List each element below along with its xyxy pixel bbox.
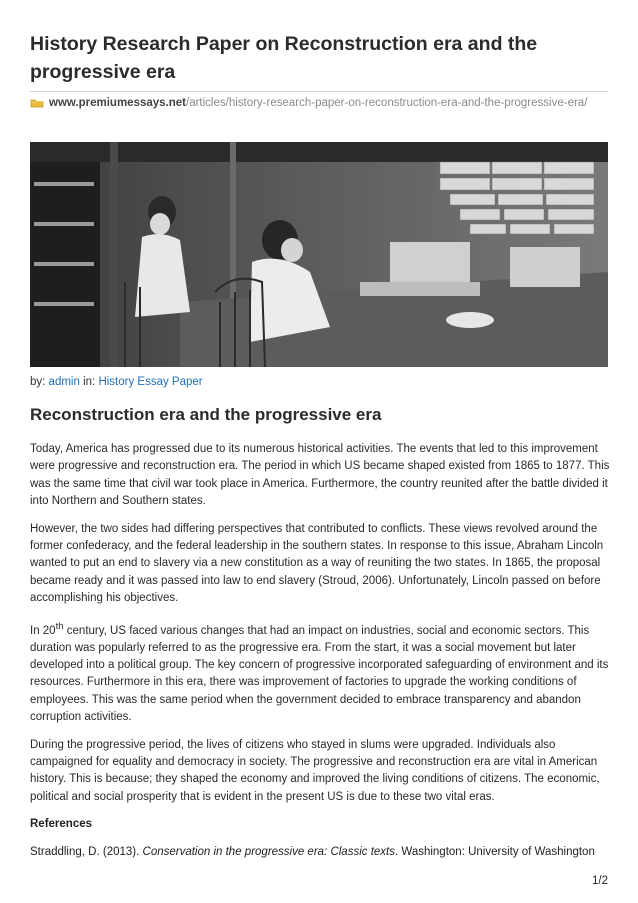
- source-domain[interactable]: www.premiumessays.net: [49, 97, 186, 109]
- section-heading: Reconstruction era and the progressive era: [30, 405, 382, 424]
- page-title: History Research Paper on Reconstruction era and the progressive era: [30, 33, 538, 83]
- source-url[interactable]: [30, 97, 587, 109]
- p3-prefix: In 20: [30, 624, 56, 637]
- ref-rest: . Washington: University of Washington: [395, 846, 595, 858]
- reference-entry: [30, 846, 595, 858]
- page-number: 1/2: [592, 875, 608, 887]
- factory-workers-photo: [30, 142, 608, 367]
- author-link[interactable]: admin: [48, 376, 80, 388]
- paragraph-3: [30, 618, 610, 727]
- in-label: in:: [83, 376, 96, 388]
- bookmark-icon: [30, 98, 44, 108]
- ref-title: Conservation in the progressive era: Classic texts: [142, 846, 395, 858]
- paragraph-1: Today, America has progressed due to its numerous historical activities. The events that led to this improvement were progressive and reconstruction era. The period in which US became shaped existed from 1865 to 1877. This was the same time that civil war took place in America. Furthermore, the country reunited after the battle divided it into Northern and Southern states.: [30, 443, 610, 507]
- ref-author: Straddling, D. (2013).: [30, 846, 143, 858]
- source-path[interactable]: /articles/history-research-paper-on-reconstruction-era-and-the-progressive-era/: [186, 97, 588, 109]
- category-link[interactable]: History Essay Paper: [98, 376, 203, 388]
- title-divider: [30, 91, 608, 92]
- p3-rest: century, US faced various changes that had an impact on industries, social and economic sectors. This duration was popularly referred to as the progressive era. From the start, it was a social movement but later developed into a political group. The key concern of progressive incorporated safeguarding of environment and its resources. Furthermore in this era, there was improvement of factories to upgrade the working conditions of employees. This was the same period when the government decided to embrace transparency and abandon corruption activities.: [30, 624, 609, 723]
- p3-superscript: th: [55, 620, 64, 632]
- byline: [30, 376, 203, 388]
- paragraph-4: During the progressive period, the lives of citizens who stayed in slums were upgraded. Individuals also campaigned for equality and democracy in society. The progressive and reconstruction era are vital in American history. This is because; they shaped the economy and improved the living conditions of citizens. The economic, political and social prosperity that is evident in the present US is due to these two vital eras.: [30, 738, 600, 803]
- article-body: [30, 441, 610, 816]
- references-heading: References: [30, 818, 93, 830]
- paragraph-2: However, the two sides had differing perspectives that contributed to conflicts. These views revolved around the former confederacy, and the federal leadership in the southern states. In response to this issue, Abraham Lincoln wanted to put an end to slavery via a new constitution as a way of reuniting the two states. In 1865, the proposal became ready and it was passed into law to end slavery (Stroud, 2006). Unfortunately, Lincoln passed on before accomplishing his objectives.: [30, 522, 604, 604]
- by-label: by:: [30, 376, 46, 388]
